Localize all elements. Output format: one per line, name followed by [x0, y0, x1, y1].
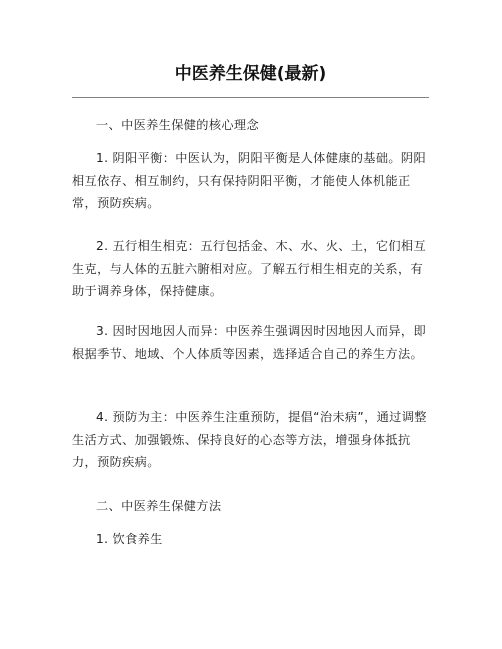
subheading-diet: 1. 饮食养生 [96, 532, 163, 546]
document-title: 中医养生保健(最新) [174, 64, 327, 84]
paragraph-five-elements: 2. 五行相生相克：五行包括金、木、水、火、土，它们相互生克，与人体的五脏六腑相对应。了解五行相生相克的关系，有助于调养身体，保持健康。 [72, 239, 426, 298]
title-divider [72, 97, 429, 98]
paragraph-prevention: 4. 预防为主：中医养生注重预防，提倡“治未病”，通过调整生活方式、加强锻炼、保持良好的心态等方法，增强身体抵抗力，预防疾病。 [72, 410, 427, 469]
section-heading: 一、中医养生保健的核心理念 [96, 118, 259, 132]
section-heading: 二、中医养生保健方法 [96, 499, 222, 513]
paragraph-adapt: 3. 因时因地因人而异：中医养生强调因时因地因人而异，即根据季节、地域、个人体质等因素，选择适合自己的养生方法。 [72, 324, 426, 361]
paragraph-yin-yang: 1. 阴阳平衡：中医认为，阴阳平衡是人体健康的基础。阴阳相互依存、相互制约，只有保持阴阳平衡，才能使人体机能正常，预防疾病。 [72, 151, 426, 210]
